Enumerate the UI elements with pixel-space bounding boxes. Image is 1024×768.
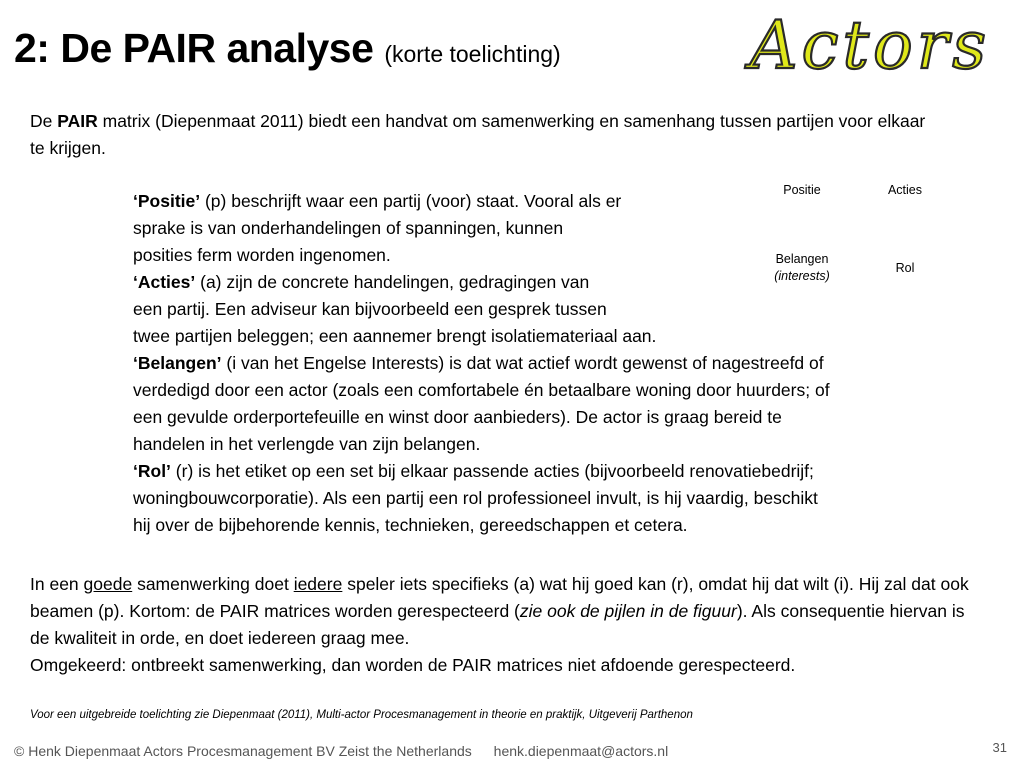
definition-positie: ‘Positie’ (p) beschrijft waar een partij (voor) staat. Vooral als er sprake is van onderhandelingen of spanningen, kunnen posities ferm worden ingenomen. [133, 191, 622, 265]
definitions-list [133, 188, 983, 539]
definition-acties: ‘Acties’ (a) zijn de concrete handelingen, gedragingen van een partij. Een adviseur kan bijvoorbeeld een gesprek tussen twee partijen beleggen; een aannemer brengt isolatiemateriaal aan. [133, 272, 657, 346]
actors-logo [728, 6, 1012, 86]
intro-paragraph: De PAIR matrix (Diepenmaat 2011) biedt een handvat om samenwerking en samenhang tussen partijen voor elkaar te krijgen. [30, 111, 926, 158]
underlined-iedere: iedere [293, 574, 343, 594]
footer [14, 743, 668, 759]
definition-rol: ‘Rol’ (r) is het etiket op een set bij elkaar passende acties (bijvoorbeeld renovatiebedrijf; woningbouwcorporatie). Als een partij een rol professioneel invult, is hij vaardig, beschikt hij over de bijbehorende kennis, technieken, gereedschappen et cetera. [133, 461, 818, 535]
page-number: 31 [992, 740, 1007, 755]
underlined-goede: goede [83, 574, 133, 594]
slide-title-main: 2: De PAIR analyse [14, 25, 374, 71]
matrix-label-acties: Acties [887, 183, 923, 197]
footnote-reference: Voor een uitgebreide toelichting zie Diepenmaat (2011), Multi-actor Procesmanagement in theorie en praktijk, Uitgeverij Parthenon [30, 709, 693, 721]
footer-copyright: © Henk Diepenmaat Actors Procesmanagement BV Zeist the Netherlands [14, 743, 472, 759]
conclusion-paragraph: In een goede samenwerking doet iedere speler iets specifieks (a) wat hij goed kan (r), omdat hij dat wilt (i). Hij zal dat ook beamen (p). Kortom: de PAIR matrices worden gerespecteerd (zie ook de pijlen in de figuur). Als consequentie hiervan is de kwaliteit in orde, en doet iedereen graag mee. Omgekeerd: ontbreekt samenwerking, dan worden de PAIR matrices niet afdoende gerespecteerd. [30, 571, 980, 679]
matrix-label-rol: Rol [895, 261, 915, 275]
slide-title [14, 25, 561, 71]
conclusion-line-2: Omgekeerd: ontbreekt samenwerking, dan worden de PAIR matrices niet afdoende gerespecteerd. [30, 655, 796, 675]
matrix-label-belangen: Belangen (interests) [774, 252, 830, 283]
definition-belangen: ‘Belangen’ (i van het Engelse Interests) is dat wat actief wordt gewenst of nagestreefd of verdedigd door een actor (zoals een comfortabele én betaalbare woning door huurders; of een gevulde orderportefeuille en winst door aanbieders). De actor is graag bereid te handelen in het verlengde van zijn belangen. [133, 353, 830, 454]
slide-title-sub: (korte toelichting) [384, 41, 561, 67]
matrix-label-positie: Positie [783, 183, 821, 197]
italic-figure-reference: zie ook de pijlen in de figuur [519, 601, 737, 621]
footer-email[interactable]: henk.diepenmaat@actors.nl [493, 743, 669, 759]
actors-logo-text: Actors [749, 7, 991, 84]
intro-bold-pair: PAIR [57, 111, 98, 131]
